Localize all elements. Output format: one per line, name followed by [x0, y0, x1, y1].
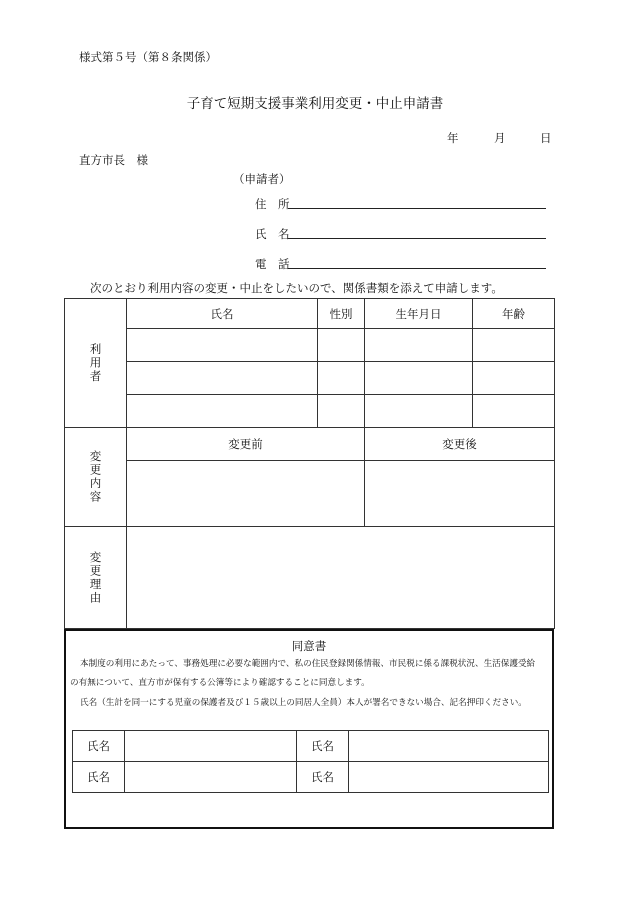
signature-name-label: 氏名 — [297, 762, 349, 793]
name-label: 氏 名 — [255, 227, 290, 241]
user-age-cell[interactable] — [473, 329, 555, 362]
table-row — [65, 329, 555, 362]
signature-name-label: 氏名 — [73, 762, 125, 793]
signature-name-label: 氏名 — [297, 731, 349, 762]
date-month-label: 月 — [494, 131, 506, 145]
user-section-label: 利用者 — [65, 299, 127, 428]
page-title: 子育て短期支援事業利用変更・中止申請書 — [186, 96, 444, 112]
form-number: 様式第５号（第８条関係） — [79, 50, 217, 64]
table-row — [73, 762, 549, 793]
user-birth-cell[interactable] — [365, 395, 473, 428]
before-header: 変更前 — [127, 428, 365, 461]
signature-table — [72, 730, 549, 793]
table-row — [73, 731, 549, 762]
user-birth-cell[interactable] — [365, 362, 473, 395]
user-age-cell[interactable] — [473, 395, 555, 428]
signature-name-label: 氏名 — [73, 731, 125, 762]
date-year-label: 年 — [447, 131, 459, 145]
address-label: 住 所 — [255, 197, 290, 211]
header-name: 氏名 — [127, 299, 318, 329]
phone-label: 電 話 — [255, 257, 290, 271]
user-name-cell[interactable] — [127, 395, 318, 428]
user-sex-cell[interactable] — [318, 329, 365, 362]
signature-field[interactable] — [125, 731, 297, 762]
signature-field[interactable] — [125, 762, 297, 793]
table-row — [65, 395, 555, 428]
header-birthdate: 生年月日 — [365, 299, 473, 329]
consent-box — [64, 629, 554, 829]
consent-text-line1: 本制度の利用にあたって、事務処理に必要な範囲内で、私の住民登録関係情報、市民税に係る課税状況、生活保護受給 — [80, 659, 536, 669]
user-name-cell[interactable] — [127, 362, 318, 395]
user-sex-cell[interactable] — [318, 395, 365, 428]
reason-content-cell[interactable] — [127, 527, 555, 629]
consent-text-line3: 氏名（生計を同一にする児童の保護者及び１５歳以上の同居人全員）本人が署名できない場合、記名押印ください。 — [80, 698, 527, 708]
addressee: 直方市長 様 — [79, 153, 148, 167]
applicant-label: （申請者） — [233, 172, 291, 186]
intro-text: 次のとおり利用内容の変更・中止をしたいので、関係書類を添えて申請します。 — [90, 281, 503, 295]
user-age-cell[interactable] — [473, 362, 555, 395]
phone-field[interactable] — [288, 268, 546, 269]
after-header: 変更後 — [365, 428, 555, 461]
date-day-label: 日 — [540, 131, 552, 145]
header-sex: 性別 — [318, 299, 365, 329]
user-birth-cell[interactable] — [365, 329, 473, 362]
after-content-cell[interactable] — [365, 461, 555, 527]
signature-field[interactable] — [349, 762, 549, 793]
user-name-cell[interactable] — [127, 329, 318, 362]
consent-text-line2: の有無について、直方市が保有する公簿等により確認することに同意します。 — [70, 678, 370, 688]
address-field[interactable] — [288, 208, 546, 209]
change-section-label: 変更内容 — [65, 428, 127, 527]
consent-title: 同意書 — [291, 639, 327, 653]
header-age: 年齢 — [473, 299, 555, 329]
application-table — [64, 298, 555, 629]
table-row — [65, 362, 555, 395]
reason-section-label: 変更理由 — [65, 527, 127, 629]
before-content-cell[interactable] — [127, 461, 365, 527]
name-field[interactable] — [288, 238, 546, 239]
user-sex-cell[interactable] — [318, 362, 365, 395]
signature-field[interactable] — [349, 731, 549, 762]
